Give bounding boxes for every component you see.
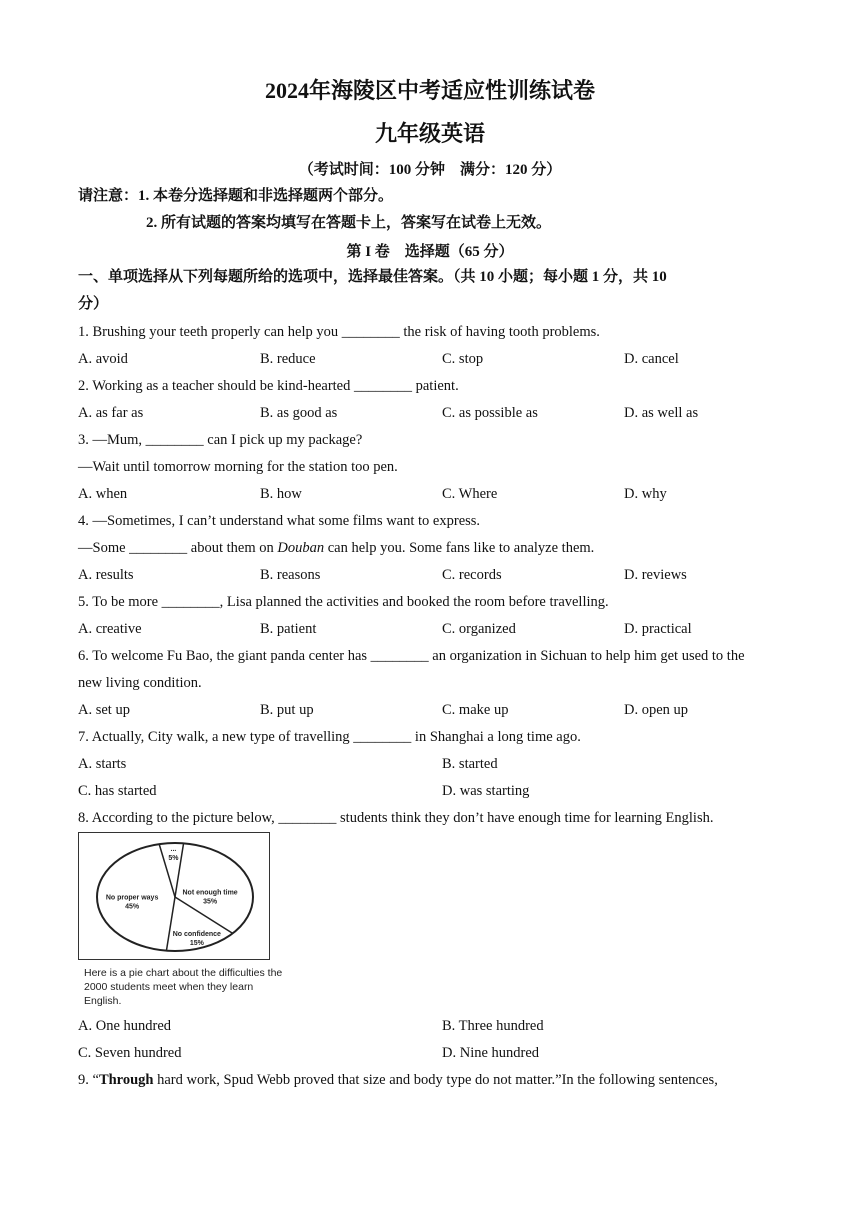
option-b: B. reasons	[260, 567, 321, 583]
option-a: A. creative	[78, 621, 142, 637]
q9-start: 9. “	[78, 1072, 99, 1088]
pie-chart	[79, 833, 268, 958]
option-d: D. open up	[624, 702, 689, 718]
option-c: C. has started	[78, 783, 157, 799]
option-a: A. set up	[78, 702, 130, 718]
question-stem: 2. Working as a teacher should be kind-hearted ________ patient.	[78, 378, 459, 394]
question-stem: 7. Actually, City walk, a new type of travelling ________ in Shanghai a long time ago.	[78, 729, 581, 745]
option-a: A. avoid	[78, 351, 128, 367]
option-d: D. was starting	[442, 783, 530, 799]
option-c: C. as possible as	[442, 405, 538, 421]
pie-slice-value-label: 5%	[168, 855, 179, 863]
option-b: B. reduce	[260, 351, 316, 367]
option-b: B. patient	[260, 621, 317, 637]
part-header: 第 I 卷 选择题（65 分）	[346, 244, 514, 260]
pie-slice-value-label: 45%	[125, 903, 140, 911]
option-d: D. as well as	[624, 405, 699, 421]
question-stem: 4. —Sometimes, I can’t understand what some films want to express.	[78, 513, 481, 529]
option-d: D. Nine hundred	[442, 1045, 540, 1061]
question-stem: 1. Brushing your teeth properly can help you ________ the risk of having tooth problems.	[78, 324, 600, 340]
page-subtitle: 九年级英语	[374, 121, 485, 146]
option-c: C. Where	[442, 486, 498, 502]
notice-line-1	[78, 186, 393, 206]
option-b: B. how	[260, 486, 302, 502]
option-c: C. organized	[442, 621, 516, 637]
option-d: D. practical	[624, 621, 692, 637]
option-d: D. cancel	[624, 351, 679, 367]
notice-item-2: 2. 所有试题的答案均填写在答题卡上，答案写在试卷上无效。	[146, 215, 552, 231]
option-b: B. Three hundred	[442, 1018, 544, 1034]
option-d: D. reviews	[624, 567, 687, 583]
question-stem-reply: —Wait until tomorrow morning for the station too pen.	[78, 459, 398, 475]
option-a: A. One hundred	[78, 1018, 172, 1034]
option-a: A. starts	[78, 756, 127, 772]
option-b: B. as good as	[260, 405, 338, 421]
section-title-line-1: 一、单项选择从下列每题所给的选项中，选择最佳答案。（共 10 小题；每小题 1 分，共 10	[78, 269, 667, 285]
exam-info: （考试时间：100 分钟 满分：120 分）	[298, 162, 562, 178]
option-a: A. when	[78, 486, 128, 502]
option-b: B. put up	[260, 702, 314, 718]
page-title: 2024年海陵区中考适应性训练试卷	[264, 78, 595, 103]
option-c: C. make up	[442, 702, 509, 718]
option-c: C. stop	[442, 351, 484, 367]
pie-slice-label: ...	[170, 846, 177, 854]
pie-chart-figure	[78, 832, 270, 960]
question-stem: 5. To be more ________, Lisa planned the activities and booked the room before travelling.	[78, 594, 609, 610]
option-a: A. results	[78, 567, 134, 583]
option-c: C. Seven hundred	[78, 1045, 182, 1061]
pie-slice-value-label: 15%	[189, 939, 204, 947]
section-title-line-2: 分）	[78, 296, 109, 312]
pie-slice-value-label: 35%	[203, 898, 218, 906]
question-stem: 6. To welcome Fu Bao, the giant panda center has ________ an organization in Sichuan to help him get used to the	[78, 648, 745, 664]
option-c: C. records	[442, 567, 502, 583]
douban-italic: Douban	[277, 540, 325, 556]
question-stem	[78, 1070, 718, 1090]
option-d: D. why	[624, 486, 667, 502]
question-stem-reply	[78, 538, 594, 558]
option-b: B. started	[442, 756, 498, 772]
question-stem-continued: new living condition.	[78, 675, 202, 691]
reply-text-end: can help you. Some fans like to analyze them.	[324, 540, 595, 556]
pie-slice-label: No confidence	[172, 930, 221, 938]
question-stem: 3. —Mum, ________ can I pick up my package?	[78, 432, 363, 448]
reply-text-start: —Some ________ about them on	[78, 540, 278, 556]
notice-prefix: 请注意：	[78, 188, 139, 204]
notice-item-1: 1. 本卷分选择题和非选择题两个部分。	[138, 188, 394, 204]
pie-slice-label: Not enough time	[182, 889, 238, 897]
pie-slice-label: No proper ways	[105, 894, 159, 902]
q9-end: hard work, Spud Webb proved that size and body type do not matter.”In the following sentences,	[153, 1072, 718, 1088]
option-a: A. as far as	[78, 405, 144, 421]
question-stem: 8. According to the picture below, ________ students think they don’t have enough time for learning English.	[78, 810, 714, 826]
q9-bold-word: Through	[98, 1072, 154, 1088]
chart-caption: Here is a pie chart about the difficulties the 2000 students meet when they learn English.	[84, 967, 283, 1007]
